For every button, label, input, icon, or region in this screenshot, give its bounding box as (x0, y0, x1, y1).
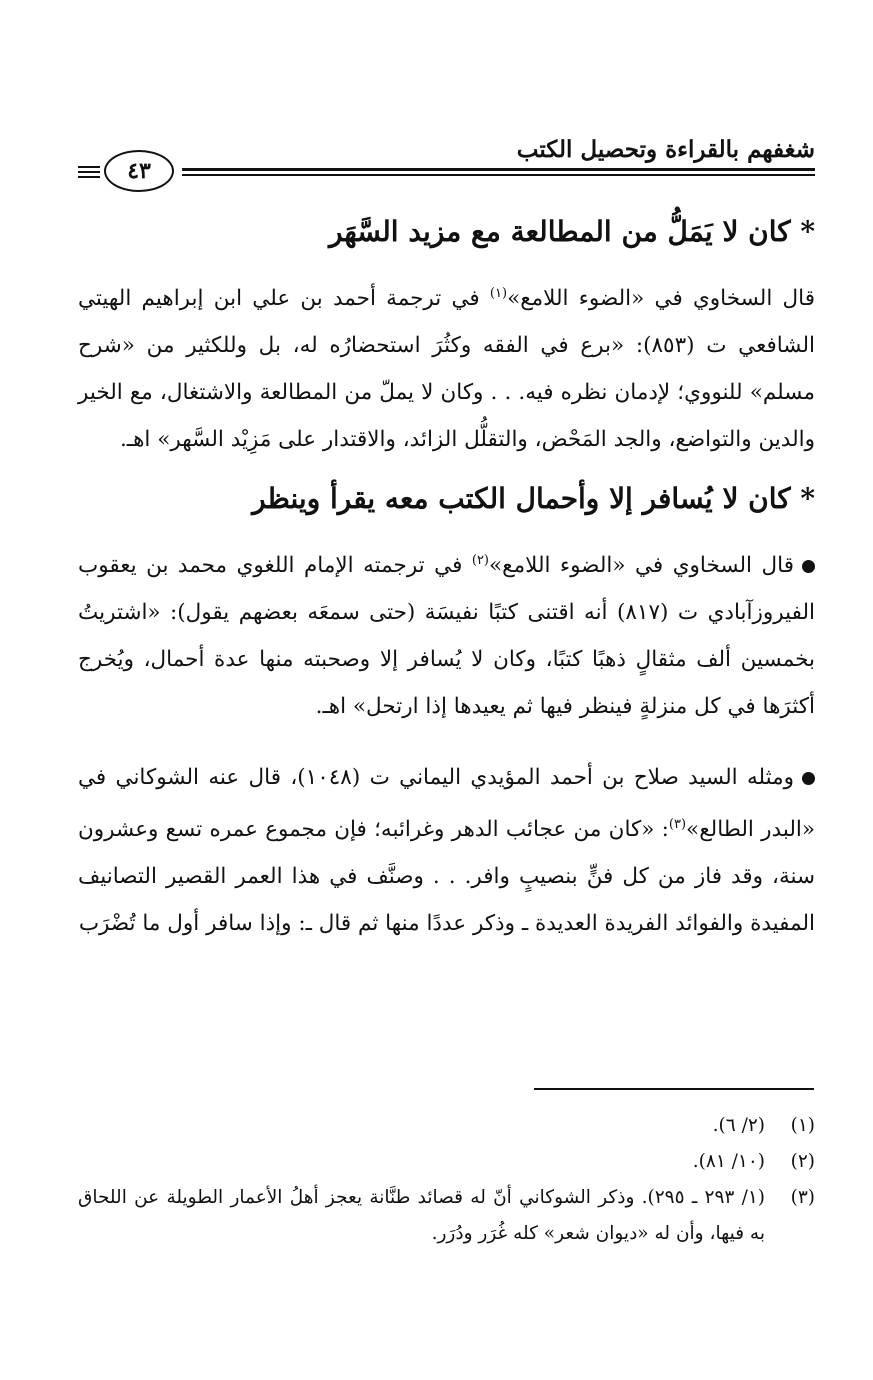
paragraph (78, 270, 815, 463)
footnote-separator (534, 1088, 814, 1090)
footnote-number: (٢) (790, 1151, 815, 1172)
footnote-ref: (١) (489, 286, 508, 301)
footnote-text: (١/ ٢٩٣ ـ ٢٩٥). وذكر الشوكاني أنّ له قصائد طنَّانة يعجز أهلُ الأعمار الطويلة عن اللحاق به فيها، وأن له «ديوان شعر» كله غُرَر ودُرَر. (78, 1187, 765, 1244)
footnotes (78, 1108, 815, 1252)
page-header (60, 130, 815, 190)
section-heading: * كان لا يَمَلُّ من المطالعة مع مزيد السَّهَر (328, 215, 815, 248)
paragraph-text: قال السخاوي في «الضوء اللامع» (507, 286, 815, 312)
footnote (78, 1108, 815, 1144)
footnote-ref: (٢) (471, 553, 489, 569)
footnote-text: (٢/ ٦). (712, 1115, 765, 1136)
footnote (78, 1144, 815, 1180)
paragraph (78, 537, 815, 730)
page-number: ٤٣ (104, 150, 174, 192)
bullet-icon (802, 772, 815, 785)
running-title: شغفهم بالقراءة وتحصيل الكتب (516, 136, 815, 163)
ornament-dash (78, 171, 100, 173)
footnote-number: (٣) (790, 1187, 815, 1208)
footnote-ref: (٣) (668, 817, 687, 833)
ornament-dash (78, 176, 100, 178)
paragraph-text: في ترجمته الإمام اللغوي محمد بن يعقوب الفيروزآبادي ت (٨١٧) أنه اقتنى كتبًا نفيسَة (حتى سمعَه بعضهم يقول): «اشتريتُ بخمسين ألف مثقالٍ ذهبًا كتبًا، وكان لا يُسافر إلا وصحبته منها عدة أحمال، ويُخرج أكثرَها في كل منزلةٍ فينظر فيها ثم يعيدها إذا ارتحل» اهـ. (78, 553, 815, 720)
ornament-dash (78, 166, 100, 168)
footnote-text: (١٠/ ٨١). (692, 1151, 765, 1172)
paragraph (78, 754, 815, 947)
footnote-number: (١) (790, 1115, 815, 1136)
paragraph-text: في ترجمة أحمد بن علي ابن إبراهيم الهيتي الشافعي ت (٨٥٣): «برع في الفقه وكثُرَ استحضارُه له، بل وللكثير من «شرح مسلم» للنووي؛ لإدمان نظره فيه. . . وكان لا يملّ من المطالعة والاشتغال، مع الخير والدين والتواضع، والجد المَحْض، والتقلُّل الزائد، والاقتدار على مَزِيْد السَّهر» اهـ. (78, 286, 815, 453)
bullet-icon (802, 560, 815, 573)
paragraph-text: : «كان من عجائب الدهر وغرائبه؛ فإن مجموع عمره تسع وعشرون سنة، وقد فاز من كل فنٍّ بنصيبٍ وافر. . . وصنَّف في هذا العمر القصير التصانيف المفيدة والفوائد الفريدة العديدة ـ وذكر عددًا منها ثم قال ـ: وإذا سافر أول ما تُضْرَب (78, 817, 815, 937)
paragraph-text: قال السخاوي في «الضوء اللامع» (489, 553, 794, 579)
footnote (78, 1180, 815, 1252)
header-rule-thin (182, 174, 815, 176)
page-body (78, 200, 815, 947)
header-rule (182, 168, 815, 171)
paragraph-text: ومثله السيد صلاح بن أحمد المؤيدي اليماني ت (١٠٤٨)، قال عنه الشوكاني في «البدر الطالع» (78, 765, 815, 843)
section-heading: * كان لا يُسافر إلا وأحمال الكتب معه يقرأ وينظر (252, 482, 815, 516)
